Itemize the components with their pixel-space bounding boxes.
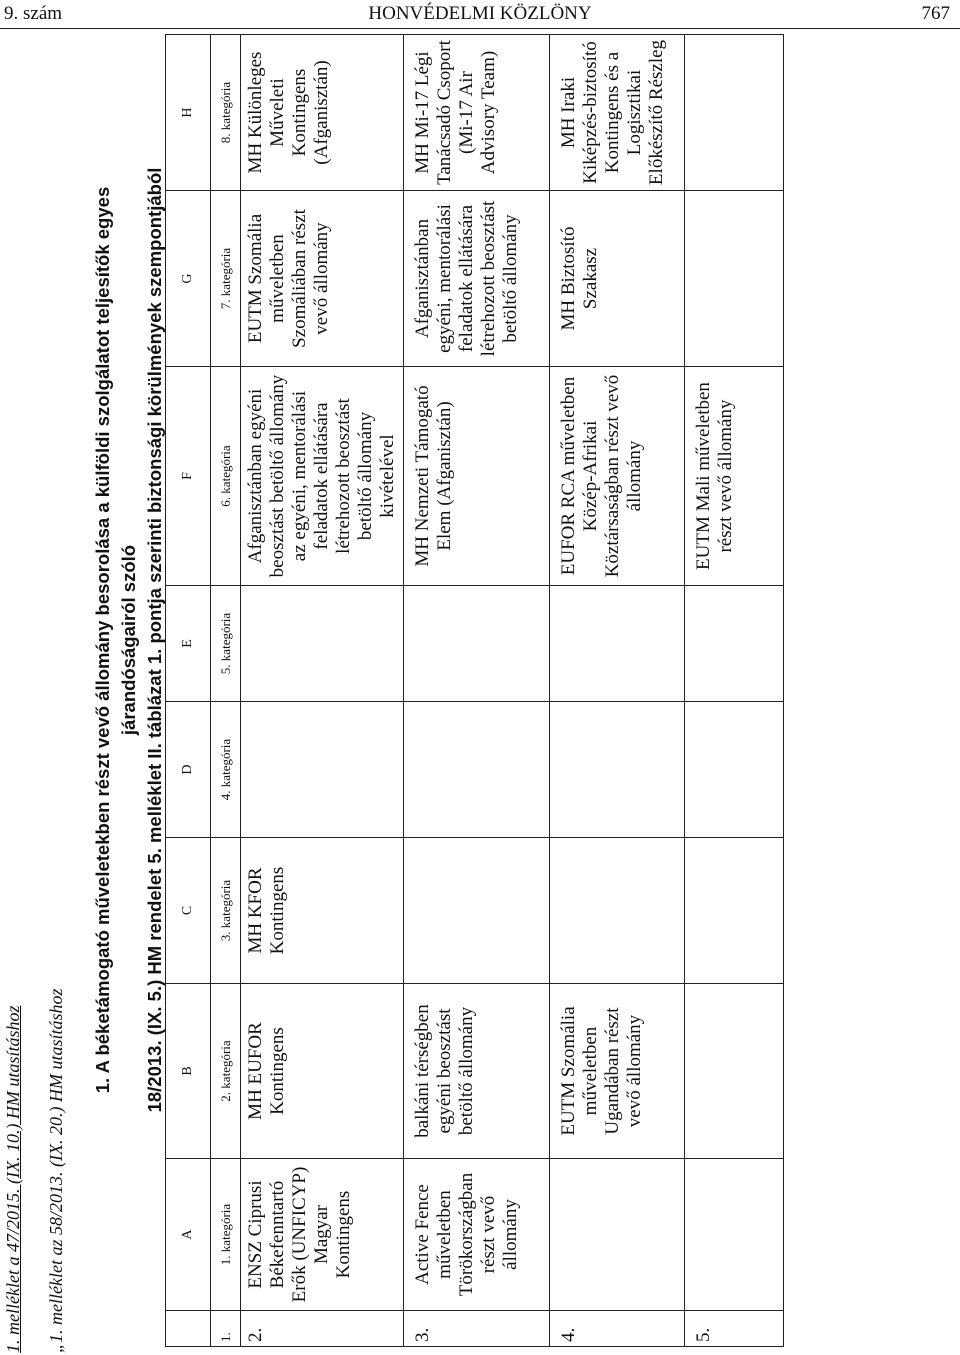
table-cell <box>404 838 550 984</box>
table-cell: 7. kategória <box>211 191 241 367</box>
table-cell: EUTM Szomália műveletben Szomáliában részt vevő állomány <box>241 191 404 367</box>
document-title <box>90 125 168 1155</box>
table-cell: EUTM Szomália műveletben Ugandában részt vevő állomány <box>550 984 685 1159</box>
table-cell: MH Biztosító Szakasz <box>550 191 685 367</box>
table-row <box>241 35 404 1347</box>
row-number: 4. <box>550 1311 685 1347</box>
column-header-g: G <box>166 191 211 367</box>
table-row <box>550 35 685 1347</box>
table-row <box>404 35 550 1347</box>
running-header <box>0 0 960 30</box>
column-header-c: C <box>166 838 211 984</box>
table-cell: 3. kategória <box>211 838 241 984</box>
table-cell: 4. kategória <box>211 702 241 838</box>
table-cell: Afganisztánban egyéni, mentorálási feladatok ellátására létrehozott beosztást betöltő állomány <box>404 191 550 367</box>
table-cell: 8. kategória <box>211 35 241 191</box>
table-cell: 5. kategória <box>211 586 241 702</box>
table-cell: 1. kategória <box>211 1159 241 1311</box>
title-line-1: 1. A béketámogató műveletekben részt vevő állomány besorolása a külföldi szolgálatot teljesítők egyes járandóságairól szóló <box>92 186 139 1094</box>
table-cell <box>685 1159 784 1311</box>
table-cell <box>550 838 685 984</box>
table-cell: EUFOR RCA műveletben Közép-Afrikai Köztársaságban részt vevő állomány <box>550 367 685 586</box>
row-number: 3. <box>404 1311 550 1347</box>
table-cell: 6. kategória <box>211 367 241 586</box>
row-number: 2. <box>241 1311 404 1347</box>
column-header-f: F <box>166 367 211 586</box>
column-header-e: E <box>166 586 211 702</box>
annex-reference: 1. melléklet a 47/2015. (IX. 10.) HM utasításhoz <box>3 1005 23 1353</box>
table-row <box>211 35 241 1347</box>
table-cell: MH Iraki Kiképzés-biztosító Kontingens és a Logisztikai Előkészítő Részleg <box>550 35 685 191</box>
table-cell: MH KFOR Kontingens <box>241 838 404 984</box>
title-line-2: 18/2013. (IX. 5.) HM rendelet 5. melléklet II. táblázat 1. pontja szerinti biztonsági körülmények szempontjából <box>144 167 165 1113</box>
table-cell <box>241 702 404 838</box>
table-cell <box>685 191 784 367</box>
table-cell: MH Különleges Műveleti Kontingens (Afganisztán) <box>241 35 404 191</box>
publication-title: HONVÉDELMI KÖZLÖNY <box>368 3 592 24</box>
table-cell: MH EUFOR Kontingens <box>241 984 404 1159</box>
table-cell <box>685 35 784 191</box>
row-number: 1. <box>211 1311 241 1347</box>
table-cell <box>685 586 784 702</box>
row-number: 5. <box>685 1311 784 1347</box>
table-cell: Afganisztánban egyéni beosztást betöltő állomány az egyéni, mentorálási feladatok ellátására létrehozott beosztást betöltő állomány kivételével <box>241 367 404 586</box>
table-cell <box>550 702 685 838</box>
column-header-a: A <box>166 1159 211 1311</box>
header-rule <box>0 28 960 29</box>
table-cell <box>685 702 784 838</box>
table-cell <box>685 984 784 1159</box>
table-cell <box>685 838 784 984</box>
table-cell: balkáni térségben egyéni beosztást betöltő állomány <box>404 984 550 1159</box>
table-row <box>685 35 784 1347</box>
column-letter-row <box>166 35 211 1347</box>
table-cell <box>241 586 404 702</box>
table-cell: 2. kategória <box>211 984 241 1159</box>
table-cell: EUTM Mali műveletben részt vevő állomány <box>685 367 784 586</box>
table-cell <box>404 702 550 838</box>
table-cell: Active Fence műveletben Törökországban részt vevő állomány <box>404 1159 550 1311</box>
table-cell: ENSZ Ciprusi Békefenntartó Erők (UNFICYP) Magyar Kontingens <box>241 1159 404 1311</box>
category-table <box>165 34 784 1347</box>
issue-number: 9. szám <box>4 3 63 24</box>
table-cell <box>404 586 550 702</box>
amended-annex-reference: „1. melléklet az 58/2013. (IX. 20.) HM utasításhoz <box>46 988 66 1353</box>
table-cell <box>550 586 685 702</box>
rotated-page-content <box>0 30 960 1355</box>
column-header-rownum <box>166 1311 211 1347</box>
page-number: 767 <box>921 3 950 24</box>
column-header-b: B <box>166 984 211 1159</box>
table-cell: MH Nemzeti Támogató Elem (Afganisztán) <box>404 367 550 586</box>
table-cell: MH Mi-17 Légi Tanácsadó Csoport (Mi-17 Air Advisory Team) <box>404 35 550 191</box>
column-header-d: D <box>166 702 211 838</box>
table-cell <box>550 1159 685 1311</box>
column-header-h: H <box>166 35 211 191</box>
